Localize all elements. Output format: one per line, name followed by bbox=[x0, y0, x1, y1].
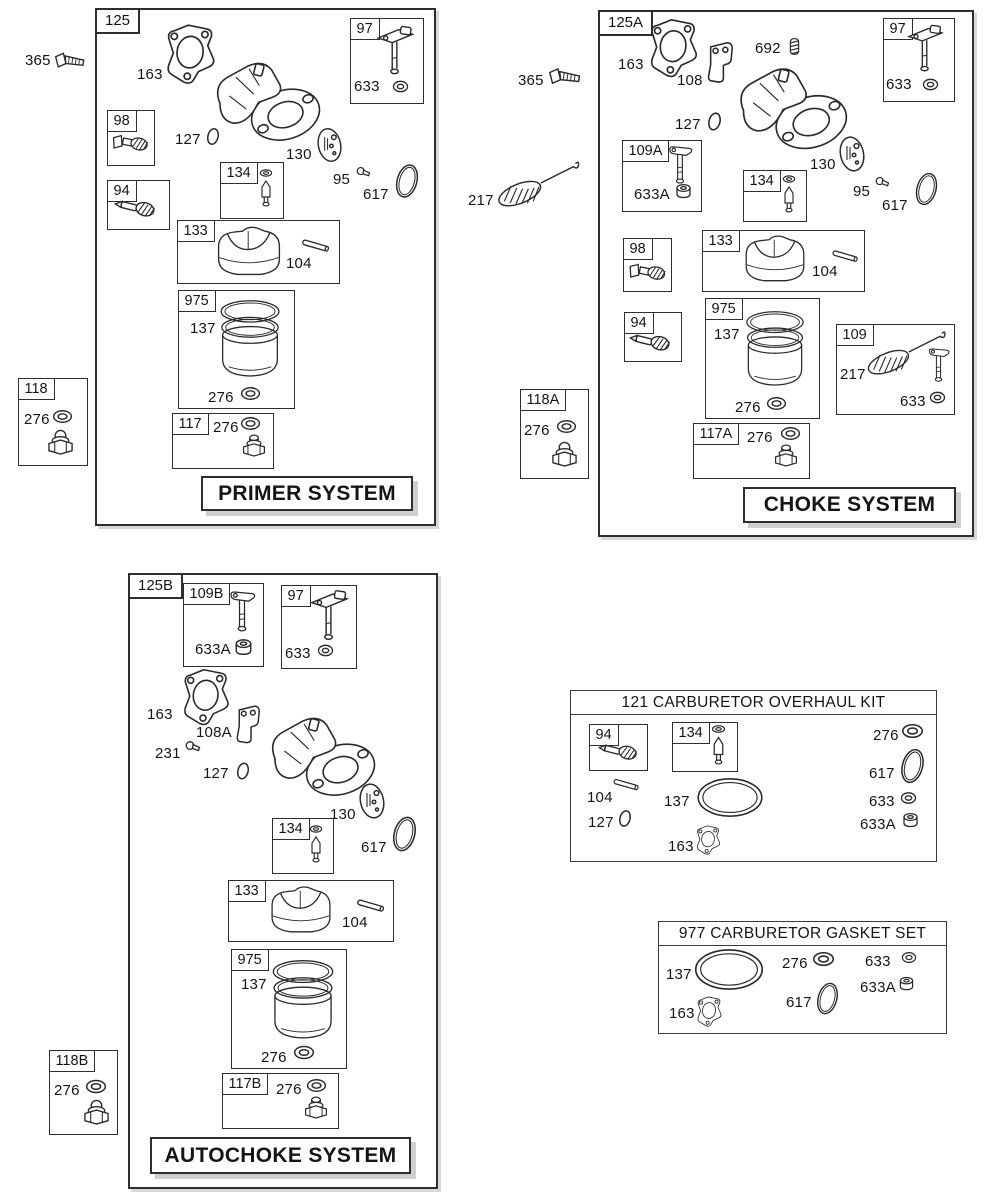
callout-130: 130 bbox=[286, 146, 312, 163]
nut-icon bbox=[47, 428, 74, 457]
small-spring-icon bbox=[789, 37, 800, 56]
part-box-label-975-text: 975 bbox=[711, 300, 736, 317]
carburetor-gasket-icon bbox=[180, 668, 233, 726]
callout-104: 104 bbox=[286, 255, 312, 272]
inlet-needle-icon bbox=[781, 173, 797, 217]
callout-163: 163 bbox=[668, 838, 694, 855]
callout-633: 633 bbox=[354, 78, 380, 95]
choke-system-title bbox=[743, 487, 956, 523]
washer-icon bbox=[240, 386, 261, 401]
part-box-label-98-text: 98 bbox=[629, 240, 646, 257]
part-box-label-97-text: 97 bbox=[356, 20, 373, 37]
callout-633A: 633A bbox=[860, 816, 896, 833]
gasket-set-title-text: 977 CARBURETOR GASKET SET bbox=[678, 924, 927, 942]
part-box-label-118B-text: 118B bbox=[55, 1052, 89, 1069]
callout-130: 130 bbox=[810, 156, 836, 173]
callout-137: 137 bbox=[190, 320, 216, 337]
callout-95: 95 bbox=[853, 183, 871, 200]
part-box-label-975-text: 975 bbox=[237, 951, 262, 968]
callout-633: 633 bbox=[285, 645, 311, 662]
hinge-pin-icon bbox=[830, 249, 860, 264]
callout-633: 633 bbox=[900, 393, 926, 410]
small-screw-icon bbox=[875, 176, 890, 188]
callout-365: 365 bbox=[518, 72, 544, 89]
callout-104: 104 bbox=[812, 263, 838, 280]
callout-617: 617 bbox=[882, 197, 908, 214]
part-box-label-975-text: 975 bbox=[184, 292, 209, 309]
hinge-pin-icon bbox=[612, 777, 640, 793]
part-box-label-134 bbox=[672, 722, 710, 744]
part-box-label-94-text: 94 bbox=[595, 726, 612, 743]
o-ring-icon bbox=[236, 761, 250, 781]
part-box-label-133-text: 133 bbox=[183, 222, 208, 239]
washer-icon bbox=[556, 419, 577, 434]
carburetor-body-icon bbox=[728, 62, 850, 157]
choke-system-title-text: CHOKE SYSTEM bbox=[763, 493, 936, 516]
part-box-label-134 bbox=[220, 162, 258, 184]
callout-633A: 633A bbox=[195, 641, 231, 658]
o-ring-icon bbox=[707, 111, 722, 132]
part-box-label-109A-text: 109A bbox=[628, 142, 663, 159]
callout-276: 276 bbox=[54, 1082, 80, 1099]
choke-shaft-icon bbox=[227, 587, 257, 637]
autochoke-system-title-text: AUTOCHOKE SYSTEM bbox=[164, 1143, 397, 1167]
primer-system-title-text: PRIMER SYSTEM bbox=[218, 481, 396, 505]
part-box-label-133-text: 133 bbox=[234, 882, 259, 899]
part-box-label-98 bbox=[623, 238, 653, 260]
group-label-125B-text: 125B bbox=[138, 577, 174, 594]
callout-163: 163 bbox=[137, 66, 163, 83]
part-box-label-118-text: 118 bbox=[24, 380, 48, 397]
carburetor-gasket-icon bbox=[696, 996, 723, 1027]
bushing-icon bbox=[234, 638, 253, 656]
part-box-label-118B bbox=[49, 1050, 96, 1072]
part-box-label-133 bbox=[177, 220, 215, 242]
callout-276: 276 bbox=[782, 955, 808, 972]
bowl-gasket-icon bbox=[693, 776, 767, 819]
choke-spring-icon bbox=[494, 158, 582, 208]
callout-104: 104 bbox=[587, 789, 613, 806]
seal-washer-icon bbox=[901, 951, 917, 964]
part-box-label-134-text: 134 bbox=[678, 724, 703, 741]
carburetor-gasket-icon bbox=[695, 825, 722, 855]
large-o-ring-icon bbox=[390, 813, 419, 855]
washer-icon bbox=[780, 426, 801, 441]
part-box-label-109B bbox=[183, 583, 231, 605]
carburetor-body-icon bbox=[205, 56, 323, 149]
o-ring-icon bbox=[618, 809, 632, 828]
bowl-gasket-icon bbox=[692, 947, 766, 992]
carburetor-gasket-icon bbox=[648, 18, 700, 78]
seal-washer-icon bbox=[929, 391, 946, 404]
part-box-label-975 bbox=[231, 949, 269, 971]
callout-617: 617 bbox=[869, 765, 895, 782]
group-label-125A bbox=[598, 10, 653, 36]
large-o-ring-icon bbox=[913, 168, 940, 210]
bowl-screw-icon bbox=[241, 433, 267, 459]
callout-633A: 633A bbox=[860, 979, 896, 996]
callout-130: 130 bbox=[330, 806, 356, 823]
o-ring-icon bbox=[206, 126, 220, 147]
callout-217: 217 bbox=[468, 192, 494, 209]
idle-speed-screw-icon bbox=[627, 259, 667, 285]
small-screw-icon bbox=[185, 740, 201, 753]
callout-108A: 108A bbox=[196, 724, 232, 741]
inlet-needle-icon bbox=[710, 724, 727, 768]
part-box-134 bbox=[272, 818, 334, 874]
callout-276: 276 bbox=[24, 411, 50, 428]
part-box-label-134 bbox=[272, 818, 310, 840]
callout-137: 137 bbox=[241, 976, 267, 993]
part-box-label-97-text: 97 bbox=[287, 587, 304, 604]
callout-692: 692 bbox=[755, 40, 781, 57]
callout-276: 276 bbox=[747, 429, 773, 446]
group-label-125-text: 125 bbox=[105, 12, 131, 29]
callout-276: 276 bbox=[873, 727, 899, 744]
callout-163: 163 bbox=[147, 706, 173, 723]
throttle-shaft-icon bbox=[905, 24, 945, 74]
callout-365: 365 bbox=[25, 52, 51, 69]
part-box-label-94-text: 94 bbox=[630, 314, 647, 331]
part-box-label-117A bbox=[693, 423, 740, 445]
autochoke-system-title bbox=[150, 1137, 411, 1174]
callout-127: 127 bbox=[675, 116, 701, 133]
small-screw-icon bbox=[356, 166, 371, 178]
part-box-label-133 bbox=[702, 230, 740, 252]
seal-washer-icon bbox=[922, 78, 939, 91]
part-box-label-118A bbox=[520, 389, 567, 411]
callout-137: 137 bbox=[714, 326, 740, 343]
hinge-pin-icon bbox=[300, 238, 331, 254]
callout-104: 104 bbox=[342, 914, 368, 931]
hinge-pin-icon bbox=[355, 898, 386, 914]
callout-163: 163 bbox=[669, 1005, 695, 1022]
part-box-label-98-text: 98 bbox=[113, 112, 130, 129]
group-label-125A-text: 125A bbox=[608, 14, 644, 31]
bushing-icon bbox=[902, 812, 919, 828]
callout-108: 108 bbox=[677, 72, 703, 89]
bowl-screw-icon bbox=[303, 1095, 329, 1121]
callout-137: 137 bbox=[666, 966, 692, 983]
bushing-icon bbox=[675, 183, 692, 199]
washer-icon bbox=[812, 951, 835, 967]
seal-washer-icon bbox=[317, 644, 334, 657]
inlet-needle-icon bbox=[308, 822, 324, 868]
needle-valve-icon bbox=[597, 738, 641, 765]
spacer-plate-icon bbox=[232, 703, 261, 746]
washer-icon bbox=[52, 409, 73, 424]
part-box-label-118A-text: 118A bbox=[526, 391, 560, 408]
callout-617: 617 bbox=[363, 186, 389, 203]
part-box-label-134 bbox=[743, 170, 781, 192]
part-box-label-97-text: 97 bbox=[889, 20, 906, 37]
part-box-label-134-text: 134 bbox=[278, 820, 303, 837]
fuel-bowl-icon bbox=[738, 302, 812, 400]
callout-617: 617 bbox=[361, 839, 387, 856]
part-box-label-134-text: 134 bbox=[749, 172, 774, 189]
part-box-134 bbox=[743, 170, 807, 222]
nut-icon bbox=[551, 440, 578, 469]
part-box-label-117-text: 117 bbox=[178, 415, 202, 432]
overhaul-kit-title bbox=[571, 691, 936, 715]
part-box-label-117B bbox=[222, 1073, 269, 1095]
group-label-125B bbox=[128, 573, 183, 599]
callout-276: 276 bbox=[524, 422, 550, 439]
part-box-label-134-text: 134 bbox=[226, 164, 251, 181]
bushing-icon bbox=[898, 976, 915, 991]
callout-633: 633 bbox=[869, 793, 895, 810]
part-box-label-133-text: 133 bbox=[708, 232, 733, 249]
callout-163: 163 bbox=[618, 56, 644, 73]
part-box-label-133 bbox=[228, 880, 266, 902]
mounting-screw-icon bbox=[548, 64, 584, 90]
fuel-bowl-icon bbox=[212, 293, 288, 389]
throttle-shaft-icon bbox=[308, 589, 350, 643]
primer-system-title bbox=[201, 476, 413, 511]
choke-shaft-icon bbox=[926, 345, 951, 386]
part-box-label-975 bbox=[705, 298, 743, 320]
float-icon bbox=[210, 224, 288, 280]
part-box-label-109B-text: 109B bbox=[189, 585, 224, 602]
idle-speed-screw-icon bbox=[111, 130, 149, 156]
choke-disc-icon bbox=[316, 126, 343, 164]
seal-washer-icon bbox=[392, 80, 409, 93]
callout-276: 276 bbox=[735, 399, 761, 416]
gasket-set-title bbox=[659, 922, 946, 946]
washer-icon bbox=[306, 1078, 327, 1093]
part-box-label-117B-text: 117B bbox=[228, 1075, 262, 1092]
part-box-label-94-text: 94 bbox=[113, 182, 130, 199]
callout-276: 276 bbox=[208, 389, 234, 406]
large-o-ring-icon bbox=[393, 160, 421, 202]
washer-icon bbox=[766, 396, 787, 411]
washer-icon bbox=[901, 723, 924, 739]
washer-icon bbox=[85, 1079, 107, 1094]
part-box-134 bbox=[672, 722, 738, 772]
overhaul-kit-title-text: 121 CARBURETOR OVERHAUL KIT bbox=[621, 693, 886, 711]
callout-137: 137 bbox=[664, 793, 690, 810]
callout-276: 276 bbox=[276, 1081, 302, 1098]
group-label-125 bbox=[95, 8, 140, 34]
callout-276: 276 bbox=[261, 1049, 287, 1066]
callout-217: 217 bbox=[840, 366, 866, 383]
callout-231: 231 bbox=[155, 745, 181, 762]
nut-icon bbox=[83, 1098, 110, 1127]
large-o-ring-icon bbox=[814, 980, 841, 1017]
callout-127: 127 bbox=[588, 814, 614, 831]
mounting-screw-icon bbox=[54, 48, 88, 74]
float-icon bbox=[266, 883, 336, 938]
part-box-label-97 bbox=[281, 585, 311, 607]
callout-127: 127 bbox=[203, 765, 229, 782]
needle-valve-icon bbox=[628, 328, 674, 356]
bowl-screw-icon bbox=[773, 443, 799, 469]
washer-icon bbox=[293, 1045, 315, 1060]
inlet-needle-icon bbox=[258, 166, 274, 212]
callout-276: 276 bbox=[213, 419, 239, 436]
callout-633: 633 bbox=[865, 953, 891, 970]
fuel-bowl-icon bbox=[264, 953, 342, 1051]
part-box-label-109-text: 109 bbox=[842, 326, 867, 343]
needle-valve-icon bbox=[112, 194, 160, 222]
part-box-134 bbox=[220, 162, 284, 219]
washer-icon bbox=[240, 416, 261, 431]
callout-95: 95 bbox=[333, 171, 351, 188]
part-box-label-117 bbox=[172, 413, 209, 435]
callout-633A: 633A bbox=[634, 186, 670, 203]
seal-washer-icon bbox=[900, 791, 917, 805]
part-box-label-118 bbox=[18, 378, 55, 400]
large-o-ring-icon bbox=[898, 746, 927, 786]
float-icon bbox=[740, 233, 810, 286]
part-box-label-109A bbox=[622, 140, 670, 162]
callout-617: 617 bbox=[786, 994, 812, 1011]
choke-shaft-icon bbox=[666, 143, 694, 188]
callout-633: 633 bbox=[886, 76, 912, 93]
choke-disc-icon bbox=[838, 135, 866, 173]
choke-disc-icon bbox=[358, 782, 386, 820]
callout-127: 127 bbox=[175, 131, 201, 148]
throttle-shaft-icon bbox=[374, 25, 416, 77]
part-box-label-117A-text: 117A bbox=[699, 425, 733, 442]
part-box-label-975 bbox=[178, 290, 216, 312]
part-box-label-98 bbox=[107, 110, 137, 132]
